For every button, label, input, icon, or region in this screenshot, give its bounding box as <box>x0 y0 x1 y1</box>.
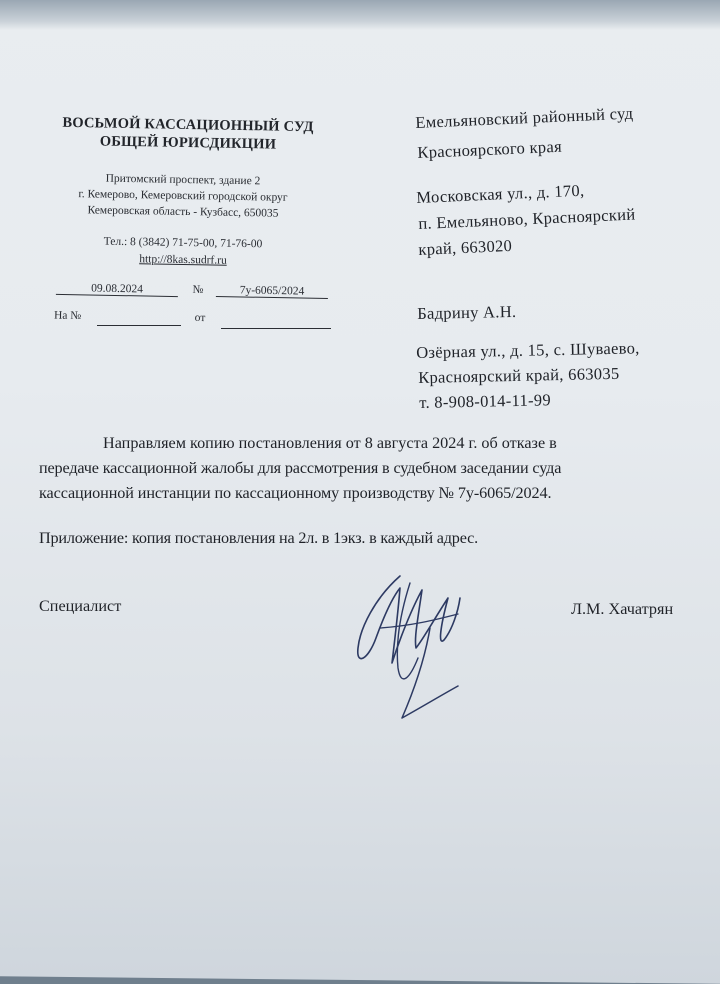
recipient2-address-line1: Озёрная ул., д. 15, с. Шуваево, <box>416 338 640 362</box>
court-address-line1: Притомский проспект, здание 2 <box>105 172 261 188</box>
body-line1: Направляем копию постановления от 8 августа 2024 г. об отказе в <box>103 434 557 452</box>
court-address-line3: Кемеровская область - Кузбасс, 650035 <box>87 204 279 220</box>
recipient1-name-line2: Красноярского края <box>417 136 563 162</box>
court-name-line1: ВОСЬМОЙ КАССАЦИОННЫЙ СУД <box>62 114 314 136</box>
court-address-line2: г. Кемерово, Кемеровский городской округ <box>78 188 288 204</box>
body-line2: передаче кассационной жалобы для рассмотрения в судебном заседании суда <box>39 459 562 477</box>
signer-name: Л.М. Хачатрян <box>571 600 674 618</box>
body-line3: кассационной инстанции по кассационному производству № 7у-6065/2024. <box>39 484 552 502</box>
from-date-blank <box>221 328 331 329</box>
recipient1-address-line3: край, 663020 <box>418 235 513 259</box>
number-label: № <box>192 283 204 297</box>
recipient1-address-line1: Московская ул., д. 170, <box>416 180 585 207</box>
page-fold-shadow <box>0 0 720 30</box>
court-website-link[interactable]: http://8kas.sudrf.ru <box>139 253 227 267</box>
outgoing-date: 09.08.2024 <box>56 282 178 297</box>
attachment-line: Приложение: копия постановления на 2л. в 1экз. в каждый адрес. <box>39 529 478 547</box>
outgoing-number: 7у-6065/2024 <box>216 284 328 299</box>
recipient2-address-line2: Красноярский край, 663035 <box>418 363 620 387</box>
court-phone: Тел.: 8 (3842) 71-75-00, 71-76-00 <box>103 235 263 251</box>
ref-number-blank <box>97 325 181 326</box>
handwritten-signature <box>340 568 490 728</box>
recipient1-address-line2: п. Емельяново, Красноярский <box>418 204 636 233</box>
signer-position: Специалист <box>39 597 122 615</box>
ref-number-label: На № <box>53 309 82 323</box>
recipient1-name-line1: Емельяновский районный суд <box>415 103 634 132</box>
recipient2-name: Бадрину А.Н. <box>417 301 517 323</box>
court-name-line2: ОБЩЕЙ ЮРИСДИКЦИИ <box>99 133 277 153</box>
from-label: от <box>194 311 206 325</box>
recipient2-phone: т. 8-908-014-11-99 <box>419 390 552 412</box>
